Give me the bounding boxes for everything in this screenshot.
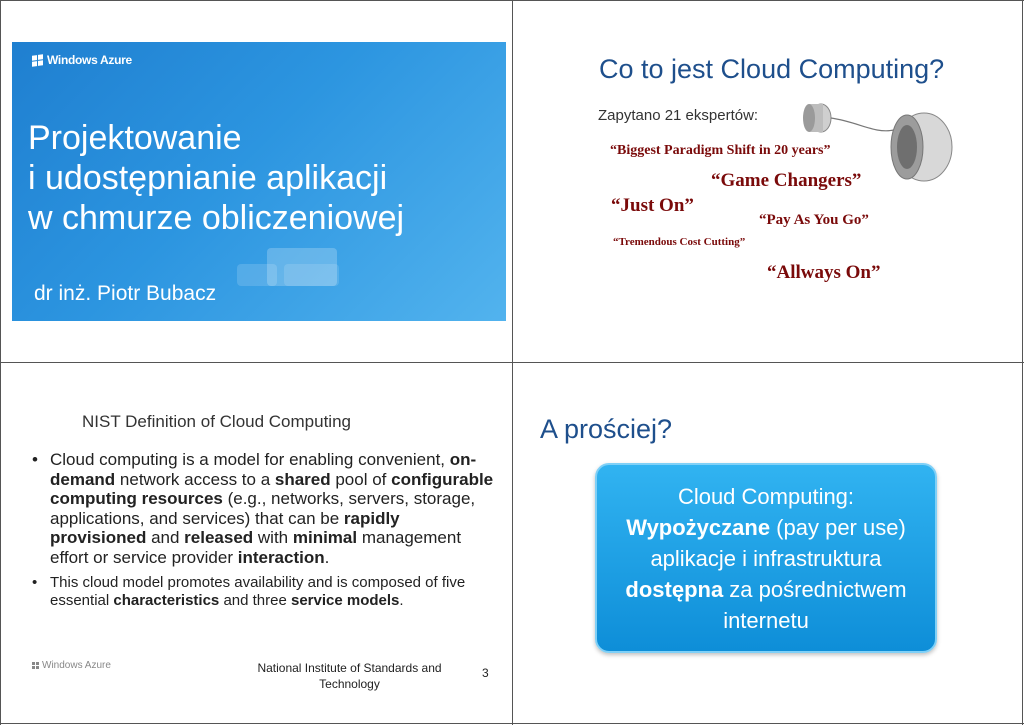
title-line: i udostępnianie aplikacji (28, 159, 388, 197)
decorative-panel (237, 264, 277, 286)
decorative-panel (284, 264, 339, 286)
frame-horizontal-divider (0, 362, 1024, 363)
windows-azure-logo (32, 53, 132, 67)
expert-quote: “Biggest Paradigm Shift in 20 years” (610, 143, 831, 158)
title-line: w chmurze obliczeniowej (28, 199, 405, 237)
windows-flag-icon (32, 54, 43, 67)
slide-3-title: NIST Definition of Cloud Computing (82, 412, 351, 431)
windows-flag-icon (32, 662, 39, 669)
bullet-item: • This cloud model promotes availability and is composed of five essential characteristics and three service models. (30, 574, 500, 610)
slide-1-title[interactable] (12, 42, 506, 321)
expert-quote: “Game Changers” (711, 170, 862, 191)
source-citation: National Institute of Standards and Technology (257, 661, 442, 691)
author-name: dr inż. Piotr Bubacz (34, 282, 217, 305)
slide-1-title-text (28, 118, 404, 238)
slide-2-title: Co to jest Cloud Computing? (599, 54, 945, 84)
bullet-item: • Cloud computing is a model for enabling convenient, on-demand network access to a shared pool of configurable computing resources (e.g., networks, servers, storage, applications, and services) that can be rapidly provisioned and released with minimal management effort or service provider interaction. (30, 450, 500, 567)
slide-4-simpler[interactable] (519, 404, 1012, 683)
footer-windows-azure-logo: Windows Azure (32, 660, 111, 671)
slide-2-what-is-cloud[interactable] (519, 42, 1012, 321)
expert-quote: “Allways On” (767, 262, 881, 283)
page-number: 3 (482, 666, 489, 680)
definition-callout-box (595, 463, 937, 653)
callout-text: Cloud Computing: Wypożyczane (pay per use) aplikacje i infrastruktura dostępna za pośrednictwem internetu (625, 483, 907, 633)
definition-bullets (30, 450, 500, 610)
slide-4-title: A prościej? (540, 414, 673, 444)
experts-asked-label: Zapytano 21 ekspertów: (598, 107, 759, 124)
title-line: Projektowanie (28, 119, 242, 157)
expert-quote: “Just On” (611, 195, 694, 216)
slide-3-nist-definition[interactable] (12, 404, 506, 691)
expert-quote: “Pay As You Go” (759, 212, 869, 228)
logo-text: Windows Azure (47, 53, 132, 67)
expert-quote: “Tremendous Cost Cutting” (613, 236, 746, 248)
